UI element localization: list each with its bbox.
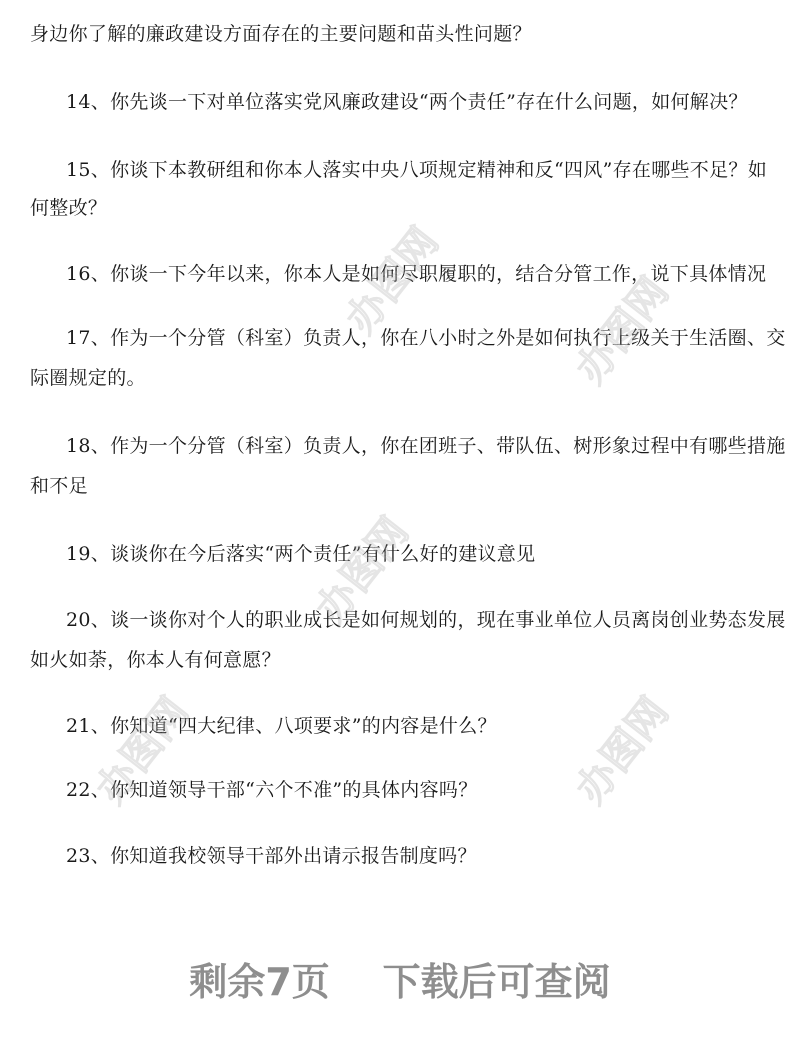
question-18: 18、作为一个分管（科室）负责人，你在团班子、带队伍、树形象过程中有哪些措施 [66, 435, 786, 457]
question-23: 23、你知道我校领导干部外出请示报告制度吗？ [66, 845, 477, 867]
watermark-logo: 办图网 [567, 689, 678, 813]
watermark-logo: 办图网 [567, 269, 678, 393]
question-22: 22、你知道领导干部“六个不准”的具体内容吗？ [66, 779, 478, 801]
question-17: 17、作为一个分管（科室）负责人，你在八小时之外是如何执行上级关于生活圈、交 [66, 327, 786, 349]
question-18-continuation: 和不足 [30, 475, 88, 497]
question-16: 16、你谈一下今年以来，你本人是如何尽职履职的，结合分管工作，说下具体情况 [66, 263, 767, 285]
question-15-continuation: 何整改？ [30, 197, 108, 219]
question-21: 21、你知道“四大纪律、八项要求”的内容是什么？ [66, 715, 497, 737]
watermark-logo: 办图网 [337, 219, 448, 343]
watermark-logo: 办图网 [307, 509, 418, 633]
watermark-logo: 办图网 [87, 689, 198, 813]
question-17-continuation: 际圈规定的。 [30, 367, 146, 389]
question-15: 15、你谈下本教研组和你本人落实中央八项规定精神和反“四风”存在哪些不足？如 [66, 159, 768, 181]
question-20-continuation: 如火如荼，你本人有何意愿？ [30, 649, 281, 671]
remaining-pages-banner[interactable]: 剩余7页 下载后可查阅 [189, 960, 611, 1004]
question-19: 19、谈谈你在今后落实“两个责任”有什么好的建议意见 [66, 543, 536, 565]
question-14: 14、你先谈一下对单位落实党风廉政建设“两个责任”存在什么问题，如何解决？ [66, 91, 748, 113]
question-13-continuation: 身边你了解的廉政建设方面存在的主要问题和苗头性问题？ [30, 23, 532, 45]
question-20: 20、谈一谈你对个人的职业成长是如何规划的，现在事业单位人员离岗创业势态发展 [66, 609, 786, 631]
